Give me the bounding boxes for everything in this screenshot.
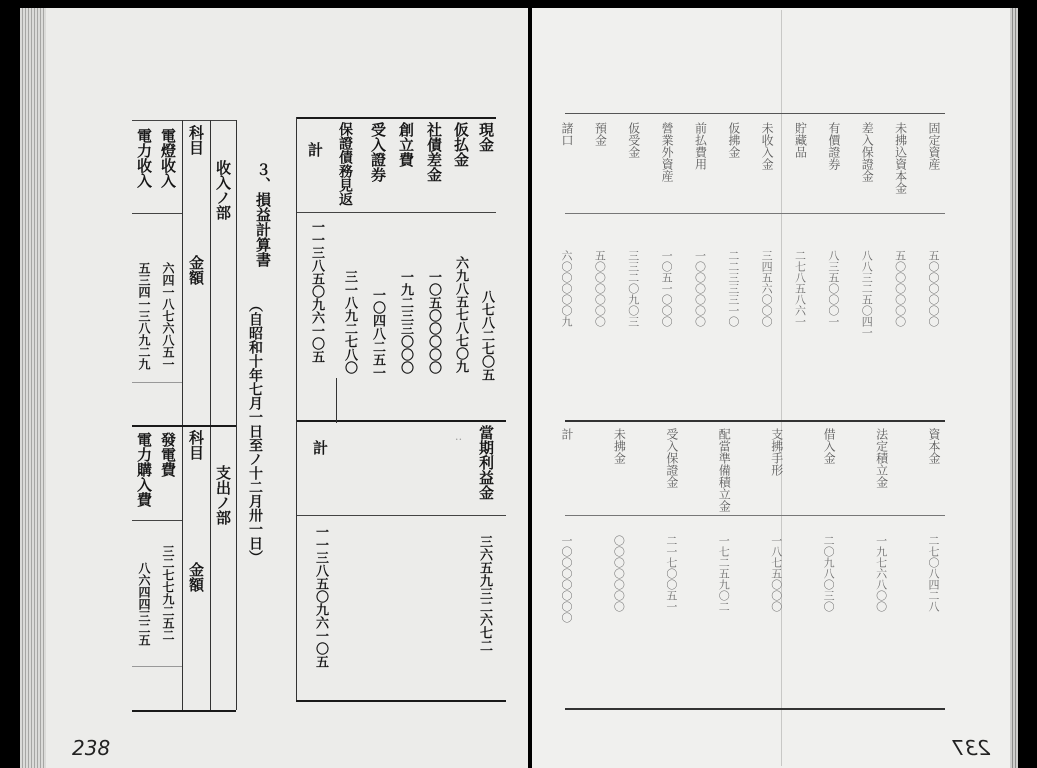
pl-top-rule	[132, 120, 236, 121]
pl-column-rule	[182, 120, 183, 710]
right-upper-header: 仮拂金	[726, 122, 741, 158]
right-page-crease	[781, 10, 782, 766]
revenue-heading: 收入ノ部	[214, 160, 232, 220]
right-upper-header: 仮受金	[626, 122, 641, 158]
pl-expense-header-rule	[132, 520, 182, 521]
right-lower-value: 一七二五九〇二	[717, 535, 731, 612]
expense-col-header: 科目	[187, 430, 205, 460]
right-upper-header: 差入保證金	[860, 122, 875, 182]
right-upper-value: 八八三二五〇四一	[860, 250, 874, 338]
bs-debit-header: 當期利益金	[477, 425, 495, 500]
right-upper-value: 八三五〇〇〇一	[826, 250, 840, 327]
bs-debit-total: 一一三八五〇九六一〇五	[313, 525, 328, 668]
expense-item-amount: 三二七七九二五二	[161, 545, 175, 641]
expense-item-name: 發電費	[159, 432, 177, 477]
bs-credit-value: 六九八五七八七〇九	[453, 256, 468, 373]
expense-col-header: 金額	[187, 562, 205, 592]
right-lower-value: 二一七〇〇五一	[664, 535, 678, 612]
right-page-edge	[1010, 8, 1018, 768]
bs-credit-total-rule	[296, 420, 506, 422]
right-lower-value: 一九七六八〇〇	[874, 535, 888, 612]
bs-credit-value: 一〇五〇〇〇〇〇	[426, 270, 441, 374]
bs-debit-bottom-rule	[296, 700, 506, 702]
bs-credit-header: 社債差金	[425, 122, 443, 182]
right-lower-header: 受入保證金	[664, 428, 679, 488]
right-mid-rule	[565, 420, 945, 422]
right-upper-header: 固定資産	[927, 122, 941, 170]
right-lower-header: 借入金	[822, 428, 837, 464]
bs-credit-total: 一一三八五〇九六一〇五	[309, 220, 324, 363]
right-upper-value: 二七八五八六一	[793, 250, 807, 327]
right-lower-value: 二〇九八〇三〇	[822, 535, 836, 612]
bs-debit-value: 三六五九三二六七二	[477, 535, 492, 652]
pl-expense-subtotal-rule	[132, 666, 182, 667]
right-lower-header: 計	[560, 428, 574, 440]
page-number-right: 237	[952, 736, 991, 760]
right-lower-value: 一八七五〇〇〇	[769, 535, 783, 612]
bs-debit-total-label: 計	[311, 440, 329, 455]
bs-credit-header: 創立費	[397, 122, 415, 167]
revenue-col-header: 科目	[187, 125, 205, 155]
expense-heading: 支出ノ部	[214, 465, 232, 525]
revenue-item-amount: 六四一八七六八五一	[161, 262, 175, 370]
pl-bottom-rule	[132, 710, 236, 712]
bs-credit-header-rule	[296, 212, 496, 213]
expense-item-name: 電力購入費	[135, 432, 153, 507]
right-lower-header-rule	[565, 515, 945, 516]
revenue-item-name: 電燈收入	[159, 128, 177, 188]
bs-credit-value: 一〇四八二五一	[370, 288, 385, 379]
right-upper-header: 貯藏品	[793, 122, 808, 158]
right-lower-header: 未拂金	[612, 428, 627, 464]
bs-credit-header: 仮払金	[452, 122, 470, 167]
right-upper-value: 一〇〇〇〇〇〇	[693, 250, 707, 327]
pl-heading-rule	[210, 120, 211, 710]
revenue-item-name: 電力收入	[135, 128, 153, 188]
right-header-rule	[565, 213, 945, 214]
pl-period: （自昭和十年七月一日至ノ十二月卅一日）	[247, 298, 263, 564]
right-upper-value: 五〇〇〇〇〇〇	[893, 250, 907, 327]
bs-credit-header: 計	[306, 142, 324, 157]
left-page-edge	[20, 8, 46, 768]
pl-revenue-subtotal-rule	[132, 382, 182, 383]
right-upper-header: 諸口	[560, 122, 574, 146]
right-upper-header: 預金	[593, 122, 608, 146]
pl-title: ３、損益計算書	[254, 162, 272, 267]
right-lower-header: 配當準備積立金	[717, 428, 732, 512]
right-upper-value: 一〇五一〇〇〇	[660, 250, 674, 327]
right-lower-value: 二七〇八四二八	[927, 535, 940, 612]
right-lower-value: 〇〇〇〇〇〇〇	[612, 535, 626, 612]
right-upper-value: 五〇〇〇〇〇〇	[927, 250, 940, 327]
right-upper-header: 未拂込資本金	[893, 122, 908, 194]
bs-total-divider	[336, 378, 337, 423]
right-upper-value: 六〇〇〇〇〇九	[560, 250, 573, 327]
right-upper-header: 前払費用	[693, 122, 708, 170]
right-top-rule	[565, 113, 945, 114]
pl-right-rule	[236, 120, 237, 710]
right-upper-value: 三四五六〇〇〇	[760, 250, 774, 327]
right-lower-header: 法定積立金	[874, 428, 889, 488]
right-upper-value: 五〇〇〇〇〇〇	[593, 250, 607, 327]
right-upper-value: 二二三三三一〇	[726, 250, 740, 327]
bs-left-rule	[296, 117, 297, 700]
pl-revenue-header-rule	[132, 213, 182, 214]
bs-credit-value: 三一八九二七八〇	[342, 270, 357, 374]
bs-credit-top-rule	[296, 117, 496, 119]
bs-credit-value: 八七八二七〇五	[479, 290, 494, 381]
expense-item-amount: 八六四四三二五	[137, 562, 151, 646]
bs-credit-header: 現金	[477, 122, 495, 152]
page-number-left: 238	[72, 736, 111, 760]
right-upper-header: 有價證券	[826, 122, 841, 170]
pl-section-rule	[132, 425, 236, 427]
right-upper-value: 三三二〇九〇三	[626, 250, 640, 327]
right-lower-header: 資本金	[927, 428, 941, 464]
right-lower-header: 支拂手形	[769, 428, 784, 476]
right-lower-value: 一〇〇〇〇〇〇〇	[560, 535, 573, 623]
right-upper-header: 營業外資産	[660, 122, 675, 182]
bs-debit-header-rule	[296, 515, 506, 516]
right-bottom-rule	[565, 708, 945, 710]
revenue-item-amount: 五三四一三八九二九	[137, 262, 151, 370]
right-upper-header: 未收入金	[760, 122, 775, 170]
bs-credit-header: 保證債務見返	[337, 122, 353, 206]
bs-credit-value: 一九二三三〇〇〇	[398, 270, 413, 374]
bs-credit-header: 受入證券	[369, 122, 387, 182]
revenue-col-header: 金額	[187, 255, 205, 285]
